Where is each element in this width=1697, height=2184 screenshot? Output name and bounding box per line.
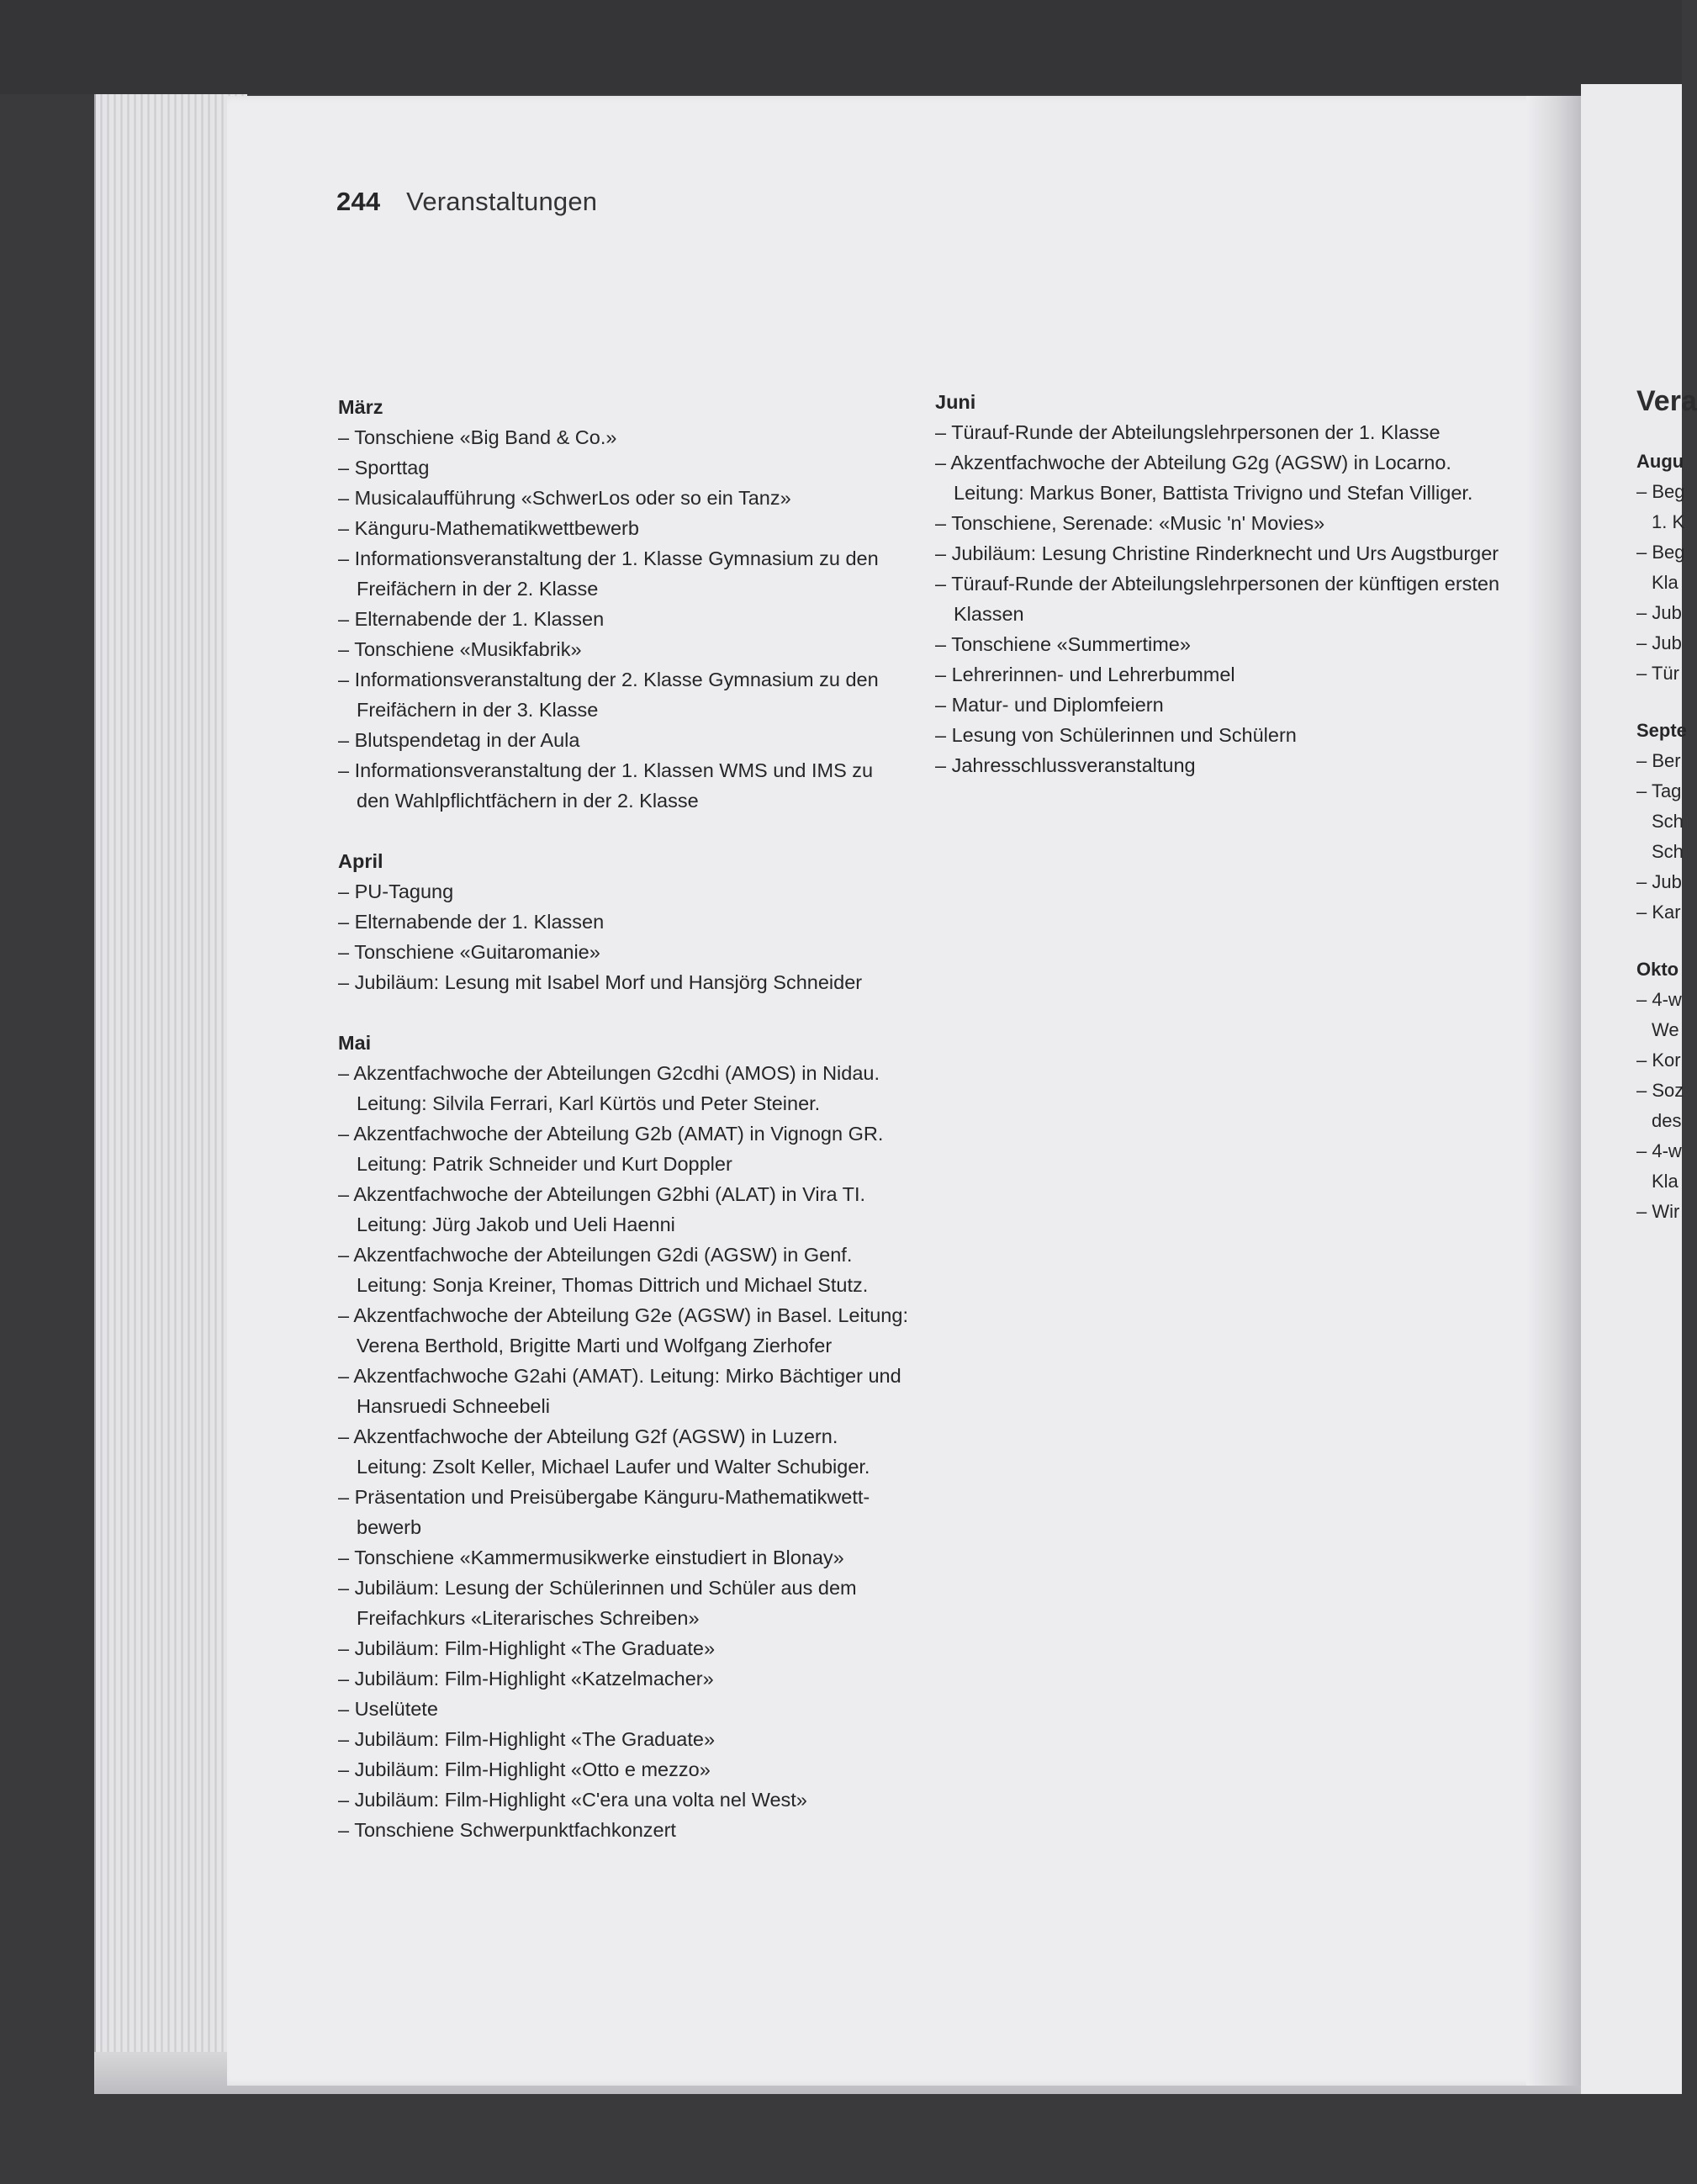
event-item: – Akzentfachwoche der Abteilung G2f (AGSW) in Luzern. Leitung: Zsolt Keller, Michael Laufer und Walter Schubiger. (338, 1421, 910, 1482)
month-section (338, 846, 910, 997)
event-item: – Akzentfachwoche der Abteilung G2e (AGSW) in Basel. Leitung: Verena Berthold, Brigitte Marti und Wolfgang Zierhofer (338, 1300, 910, 1361)
month-section (338, 392, 910, 816)
next-page-line: – Kar (1636, 902, 1681, 923)
next-page-line: Sch (1652, 841, 1684, 862)
event-item: – Jubiläum: Lesung der Schülerinnen und Schüler aus dem Freifachkurs «Literarisches Schreiben» (338, 1573, 910, 1633)
event-item: – Jahresschlussveranstaltung (935, 750, 1507, 780)
event-item: – Türauf-Runde der Abteilungslehrpersonen der 1. Klasse (935, 417, 1507, 447)
event-item: – PU-Tagung (338, 876, 910, 907)
next-page-line: – Beg (1636, 481, 1685, 502)
event-item: – Präsentation und Preisübergabe Känguru-Mathematikwett-bewerb (338, 1482, 910, 1542)
event-item: – Matur- und Diplomfeiern (935, 690, 1507, 720)
next-page-month-heading: Septe (1636, 720, 1687, 741)
event-item: – Jubiläum: Film-Highlight «Otto e mezzo» (338, 1754, 910, 1785)
month-heading: Juni (935, 391, 976, 413)
event-item: – Elternabende der 1. Klassen (338, 604, 910, 634)
event-item: – Jubiläum: Lesung Christine Rinderknecht und Urs Augstburger (935, 538, 1507, 568)
event-item: – Lehrerinnen- und Lehrerbummel (935, 659, 1507, 690)
next-page-line: Kla (1652, 1171, 1678, 1192)
event-item: – Elternabende der 1. Klassen (338, 907, 910, 937)
event-item: – Musicalaufführung «SchwerLos oder so ein Tanz» (338, 483, 910, 513)
page-number: 244 (336, 187, 381, 216)
event-item: – Informationsveranstaltung der 1. Klasse Gymnasium zu den Freifächern in der 2. Klasse (338, 543, 910, 604)
page-edges (94, 94, 247, 2069)
next-page-line: – Beg (1636, 542, 1685, 563)
next-page-line: – Jub (1636, 602, 1682, 623)
event-item: – Sporttag (338, 452, 910, 483)
event-item: – Akzentfachwoche G2ahi (AMAT). Leitung: Mirko Bächtiger und Hansruedi Schneebeli (338, 1361, 910, 1421)
event-item: – Tonschiene «Kammermusikwerke einstudiert in Blonay» (338, 1542, 910, 1573)
event-item: – Jubiläum: Film-Highlight «Katzelmacher» (338, 1663, 910, 1694)
next-page-line: – 4-w (1636, 989, 1682, 1010)
month-heading: April (338, 850, 383, 872)
next-page-line: des (1652, 1110, 1682, 1131)
event-list (935, 417, 1507, 780)
event-item: – Känguru-Mathematikwettbewerb (338, 513, 910, 543)
right-text-column (935, 387, 1507, 811)
month-section (935, 387, 1507, 780)
event-item: – Uselütete (338, 1694, 910, 1724)
event-item: – Akzentfachwoche der Abteilungen G2cdhi (AMOS) in Nidau. Leitung: Silvila Ferrari, Karl Kürtös und Peter Steiner. (338, 1058, 910, 1118)
left-text-column (338, 392, 910, 1875)
event-item: – Tonschiene «Guitaromanie» (338, 937, 910, 967)
next-page-line: – Ber (1636, 750, 1681, 771)
event-item: – Lesung von Schülerinnen und Schülern (935, 720, 1507, 750)
event-item: – Tonschiene «Summertime» (935, 629, 1507, 659)
next-page-line: – Wir (1636, 1201, 1680, 1222)
event-item: – Informationsveranstaltung der 1. Klassen WMS und IMS zu den Wahlpflichtfächern in der 2. Klasse (338, 755, 910, 816)
event-item: – Jubiläum: Film-Highlight «C'era una volta nel West» (338, 1785, 910, 1815)
event-item: – Akzentfachwoche der Abteilungen G2di (AGSW) in Genf. Leitung: Sonja Kreiner, Thomas Dittrich und Michael Stutz. (338, 1240, 910, 1300)
event-item: – Akzentfachwoche der Abteilung G2g (AGSW) in Locarno. Leitung: Markus Boner, Battista Trivigno und Stefan Villiger. (935, 447, 1507, 508)
event-item: – Akzentfachwoche der Abteilung G2b (AMAT) in Vignogn GR. Leitung: Patrik Schneider und Kurt Doppler (338, 1118, 910, 1179)
running-head (336, 187, 597, 217)
next-page-month-heading: Okto (1636, 959, 1679, 980)
event-item: – Informationsveranstaltung der 2. Klasse Gymnasium zu den Freifächern in der 3. Klasse (338, 664, 910, 725)
scan-background (0, 0, 1682, 94)
next-page-line: Sch (1652, 811, 1684, 832)
next-page-line: – Kor (1636, 1050, 1681, 1071)
section-title: Veranstaltungen (406, 187, 598, 216)
next-page-title: Vera (1636, 385, 1697, 417)
next-page-line: – Tür (1636, 663, 1679, 684)
event-item: – Türauf-Runde der Abteilungslehrpersonen der künftigen ersten Klassen (935, 568, 1507, 629)
event-list (338, 1058, 910, 1845)
next-page-line: – Jub (1636, 871, 1682, 892)
month-heading: Mai (338, 1032, 372, 1054)
next-page-line: – 4-w (1636, 1140, 1682, 1161)
next-page-line: – Jub (1636, 632, 1682, 653)
next-page-line: – Soz (1636, 1080, 1684, 1101)
event-item: – Tonschiene, Serenade: «Music 'n' Movies» (935, 508, 1507, 538)
event-item: – Tonschiene «Big Band & Co.» (338, 422, 910, 452)
month-heading: März (338, 396, 383, 418)
next-page-line: We (1652, 1019, 1679, 1040)
event-item: – Tonschiene «Musikfabrik» (338, 634, 910, 664)
next-page-line: 1. K (1652, 511, 1685, 532)
event-list (338, 422, 910, 816)
event-list (338, 876, 910, 997)
event-item: – Tonschiene Schwerpunktfachkonzert (338, 1815, 910, 1845)
month-section (338, 1028, 910, 1845)
event-item: – Blutspendetag in der Aula (338, 725, 910, 755)
event-item: – Jubiläum: Lesung mit Isabel Morf und Hansjörg Schneider (338, 967, 910, 997)
event-item: – Jubiläum: Film-Highlight «The Graduate» (338, 1633, 910, 1663)
event-item: – Jubiläum: Film-Highlight «The Graduate» (338, 1724, 910, 1754)
next-page-line: Kla (1652, 572, 1678, 593)
next-page-month-heading: Augu (1636, 451, 1684, 472)
next-page-line: – Tag (1636, 780, 1682, 801)
event-item: – Akzentfachwoche der Abteilungen G2bhi (ALAT) in Vira TI. Leitung: Jürg Jakob und Ueli Haenni (338, 1179, 910, 1240)
